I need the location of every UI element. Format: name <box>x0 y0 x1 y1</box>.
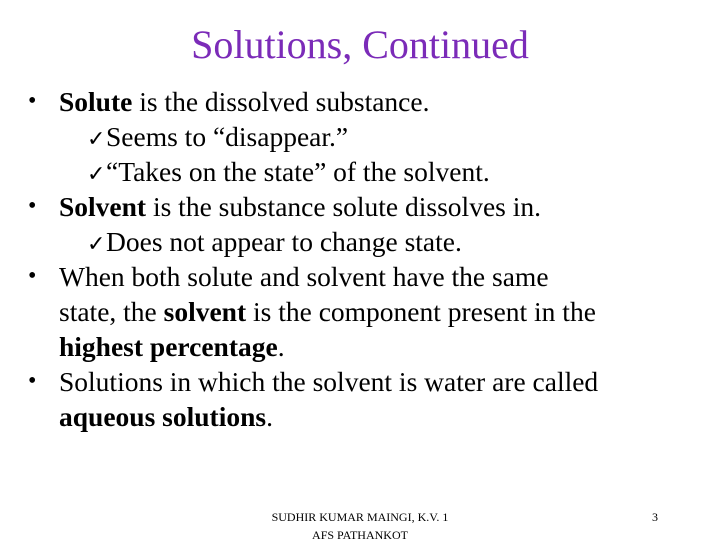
check-icon: ✓ <box>87 232 106 257</box>
bullet-icon: • <box>28 263 37 289</box>
bullet-continuation <box>0 329 720 364</box>
bullet-both-same-state <box>0 259 720 294</box>
sub-bullet-text: “Takes on the state” of the solvent. <box>106 156 490 187</box>
term-solvent-emphasis: solvent <box>163 296 247 327</box>
sub-bullet-text: Seems to “disappear.” <box>106 121 349 152</box>
bullet-text: is the component present in the <box>246 296 596 327</box>
bullet-text: . <box>266 401 273 432</box>
bullet-aqueous <box>0 364 720 399</box>
sub-bullet-text: Does not appear to change state. <box>106 226 462 257</box>
footer-line: AFS PATHANKOT <box>312 528 408 542</box>
check-icon: ✓ <box>87 127 106 152</box>
bullet-text: is the dissolved substance. <box>132 86 430 117</box>
check-icon: ✓ <box>87 162 106 187</box>
sub-bullet <box>0 224 720 259</box>
term-solute: Solute <box>59 86 133 117</box>
bullet-solvent <box>0 189 720 224</box>
bullet-continuation <box>0 294 720 329</box>
bullet-text: state, the <box>59 296 164 327</box>
bullet-icon: • <box>28 368 37 394</box>
term-solvent: Solvent <box>59 191 147 222</box>
footer-line: SUDHIR KUMAR MAINGI, K.V. 1 <box>271 510 449 524</box>
sub-bullet <box>0 119 720 154</box>
bullet-continuation <box>0 399 720 434</box>
slide-body <box>0 84 720 434</box>
term-aqueous-solutions: aqueous solutions <box>59 401 267 432</box>
slide-title: Solutions, Continued <box>191 22 529 67</box>
footer-author <box>240 508 480 544</box>
bullet-text: . <box>277 331 285 362</box>
sub-bullet <box>0 154 720 189</box>
bullet-text: is the substance solute dissolves in. <box>146 191 541 222</box>
bullet-icon: • <box>28 88 37 114</box>
bullet-text: When both solute and solvent have the same <box>59 261 549 292</box>
page-number: 3 <box>652 510 658 524</box>
bullet-icon: • <box>28 193 37 219</box>
bullet-solute <box>0 84 720 119</box>
term-highest-percentage: highest percentage <box>59 331 278 362</box>
bullet-text: Solutions in which the solvent is water are called <box>59 366 599 397</box>
